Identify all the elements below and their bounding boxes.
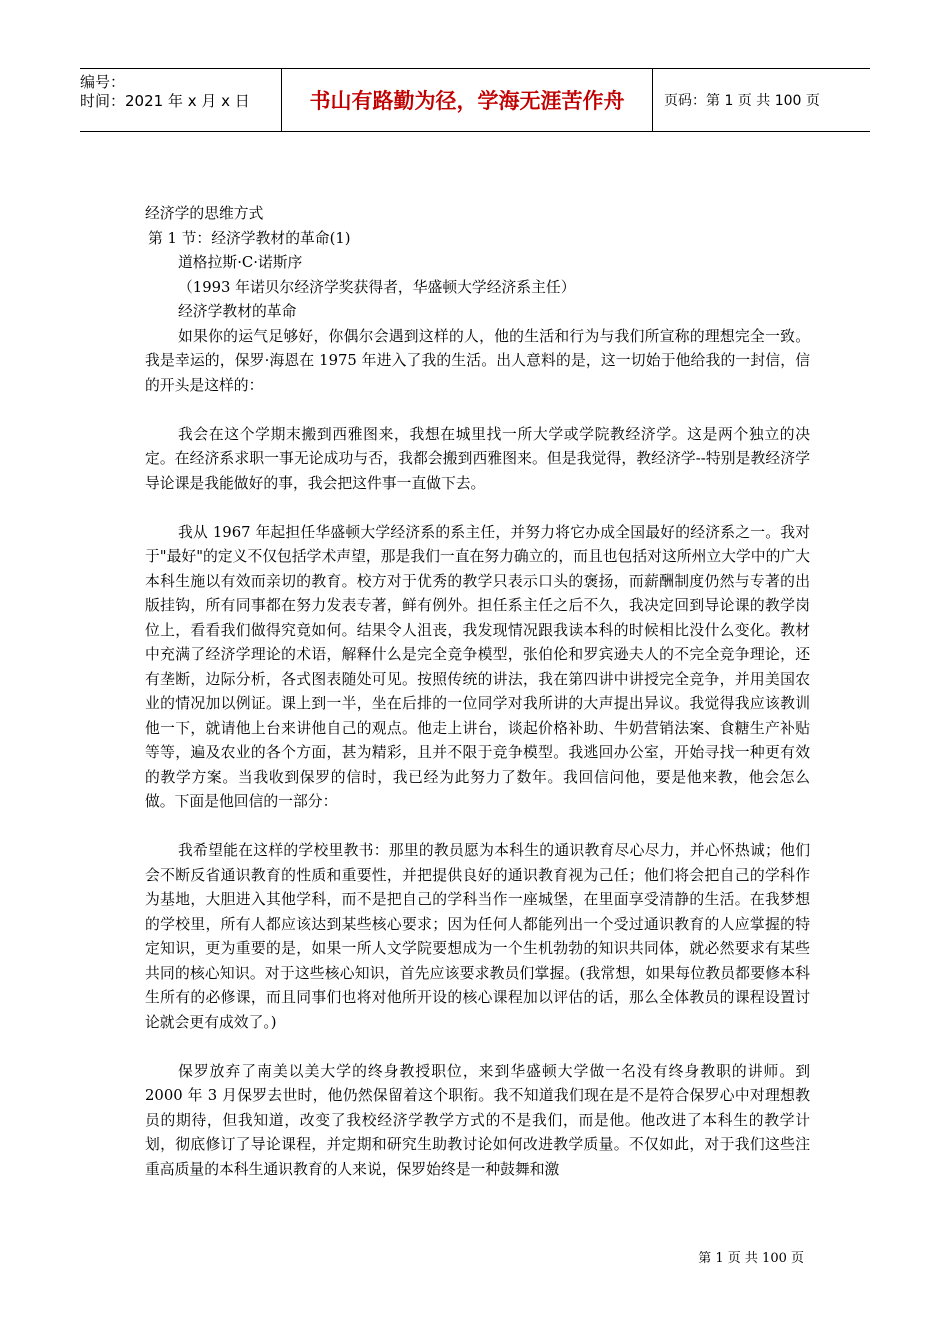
author-note: （1993 年诺贝尔经济学奖获得者，华盛顿大学经济系主任）	[178, 278, 576, 296]
author-line: 道格拉斯·C·诺斯序	[178, 254, 303, 271]
quoted-letter-paragraph: 我会在这个学期末搬到西雅图来，我想在城里找一所大学或学院教经济学。这是两个独立的决定。在经济系求职一事无论成功与否，我都会搬到西雅图来。但是我觉得，教经济学--特别是教经济学导论课是我能做好的事，我会把这件事一直做下去。	[145, 425, 810, 492]
body-paragraph: 如果你的运气足够好，你偶尔会遇到这样的人，他的生活和行为与我们所宣称的理想完全一致。我是幸运的，保罗·海恩在 1975 年进入了我的生活。出人意料的是，这一切始于他给我的一封信，信的开头是这样的：	[145, 327, 810, 394]
document-number-label: 编号：	[80, 73, 126, 91]
document-time-label: 时间：2021 年 x 月 x 日	[80, 92, 250, 110]
header-motto: 书山有路勤为径，学海无涯苦作舟	[281, 69, 653, 131]
header-page-number: 页码：第 1 页 共 100 页	[664, 93, 820, 109]
subtitle: 经济学教材的革命	[178, 303, 297, 320]
header-meta	[80, 69, 281, 131]
page-header	[80, 68, 870, 132]
body-paragraph: 我从 1967 年起担任华盛顿大学经济系的系主任，并努力将它办成全国最好的经济系之一。我对于"最好"的定义不仅包括学术声望，那是我们一直在努力确立的，而且也包括对这所州立大学中的广大本科生施以有效而亲切的教育。校方对于优秀的教学只表示口头的褒扬，而薪酬制度仍然与专著的出版挂钩，所有同事都在努力发表专著，鲜有例外。担任系主任之后不久，我决定回到导论课的教学岗位上，看看我们做得究竟如何。结果令人沮丧，我发现情况跟我读本科的时候相比没什么变化。教材中充满了经济学理论的术语，解释什么是完全竞争模型，张伯伦和罗宾逊夫人的不完全竞争理论，还有垄断，边际分析，各式图表随处可见。按照传统的讲法，我在第四讲中讲授完全竞争，并用美国农业的情况加以例证。课上到一半，坐在后排的一位同学对我所讲的大声提出异议。我觉得我应该教训他一下，就请他上台来讲他自己的观点。他走上讲台，谈起价格补助、牛奶营销法案、食糖生产补贴等等，遍及农业的各个方面，甚为精彩，且并不限于竞争模型。我逃回办公室，开始寻找一种更有效的教学方案。当我收到保罗的信时，我已经为此努力了数年。我回信问他，要是他来教，他会怎么做。下面是他回信的一部分：	[145, 523, 810, 810]
document-title: 经济学的思维方式	[145, 205, 264, 222]
body-paragraph: 保罗放弃了南美以美大学的终身教授职位，来到华盛顿大学做一名没有终身教职的讲师。到 2000 年 3 月保罗去世时，他仍然保留着这个职衔。我不知道我们现在是不是符合保罗心中对理想教员的期待，但我知道，改变了我校经济学教学方式的不是我们，而是他。他改进了本科生的教学计划，彻底修订了导论课程，并定期和研究生助教讨论如何改进教学质量。不仅如此，对于我们这些注重高质量的本科生通识教育的人来说，保罗始终是一种鼓舞和激	[145, 1062, 810, 1178]
document-body	[145, 202, 810, 1182]
section-heading: 第 1 节：经济学教材的革命(1)	[148, 229, 351, 247]
page-footer: 第 1 页 共 100 页	[698, 1251, 804, 1266]
quoted-letter-paragraph: 我希望能在这样的学校里教书：那里的教员愿为本科生的通识教育尽心尽力，并心怀热诚；他们会不断反省通识教育的性质和重要性，并把提供良好的通识教育视为己任；他们将会把自己的学科作为基地，大胆进入其他学科，而不是把自己的学科当作一座城堡，在里面享受清静的生活。在我梦想的学校里，所有人都应该达到某些核心要求；因为任何人都能列出一个受过通识教育的人应掌握的特定知识，更为重要的是，如果一所人文学院要想成为一个生机勃勃的知识共同体，就必然要求有某些共同的核心知识。对于这些核心知识，首先应该要求教员们掌握。(我常想，如果每位教员都要修本科生所有的必修课，而且同事们也将对他所开设的核心课程加以评估的话，那么全体教员的课程设置讨论就会更有成效了。)	[145, 842, 810, 1031]
